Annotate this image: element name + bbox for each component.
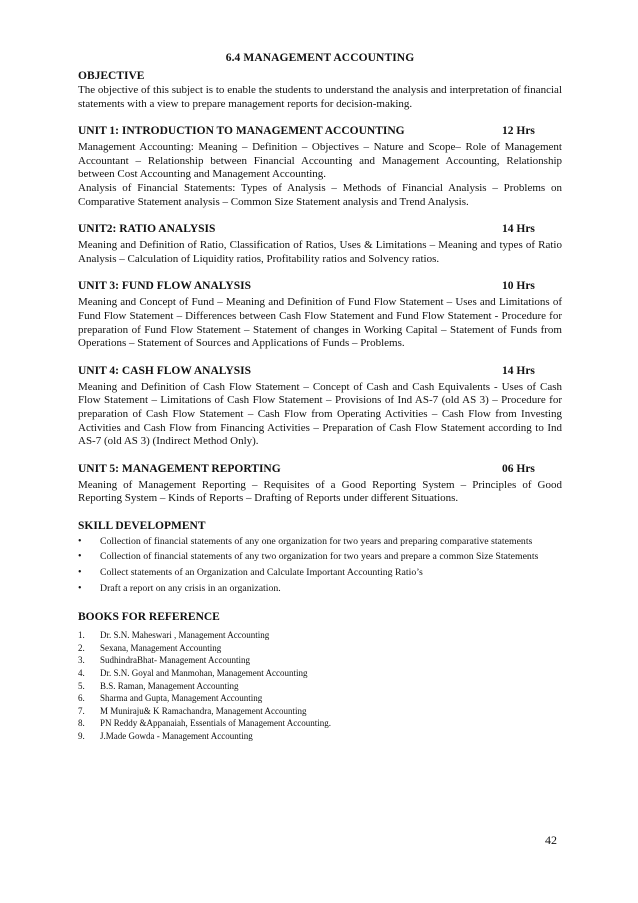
- skill-text: Collection of financial statements of any one organization for two years and preparing comparative statements: [100, 535, 533, 547]
- unit-section: [78, 223, 562, 266]
- book-title: Dr. S.N. Goyal and Manmohan, Management Accounting: [100, 668, 308, 679]
- unit-paragraph: Analysis of Financial Statements: Types of Analysis – Methods of Financial Analysis – Problems on Comparative Statement analysis – Common Size Statement analysis and Trend Analysis.: [78, 181, 562, 208]
- unit-paragraph: Meaning and Concept of Fund – Meaning and Definition of Fund Flow Statement – Uses and Limitations of Fund Flow Statement – Differences between Cash Flow Statement and Fund Flow Statement - Procedure for preparation of Fund Flow Statement – Statement of changes in Working Capital – Statement of Funds from Operations – Statement of Sources and Applications of Funds – Problems.: [78, 296, 562, 350]
- objective-section: [78, 70, 562, 111]
- unit-heading: UNIT 1: INTRODUCTION TO MANAGEMENT ACCOUNTING: [78, 125, 405, 138]
- unit-section: [78, 463, 562, 506]
- objective-heading: OBJECTIVE: [78, 70, 145, 82]
- book-title: Sexana, Management Accounting: [100, 642, 222, 653]
- book-number: 4.: [78, 668, 85, 679]
- skill-text: Draft a report on any crisis in an organization.: [100, 582, 281, 594]
- unit-section: [78, 280, 562, 350]
- book-number: 6.: [78, 693, 85, 704]
- book-item: [78, 680, 562, 693]
- bullet-icon: •: [78, 535, 82, 547]
- bullet-icon: •: [78, 567, 82, 579]
- book-title: Sharma and Gupta, Management Accounting: [100, 693, 263, 704]
- book-number: 1.: [78, 630, 85, 641]
- objective-text: The objective of this subject is to enable the students to understand the analysis and interpretation of financial statements with a view to prepare management reports for decision-making.: [78, 84, 562, 110]
- unit-heading: UNIT2: RATIO ANALYSIS: [78, 223, 216, 236]
- bullet-icon: •: [78, 582, 82, 594]
- unit-paragraph: Meaning and Definition of Cash Flow Statement – Concept of Cash and Cash Equivalents - Uses of Cash Flow Statement – Limitations of Cash Flow Statement – Provisions of Ind AS-7 (old AS 3) – Procedure for preparation of Cash Flow Statement – Cash Flow from Operating Activities – Cash Flow from Investing Activities and Cash Flow from Financing Activities – Preparation of Cash Flow Statement according to Ind AS-7 (old AS 3) (Indirect Method Only).: [78, 380, 562, 448]
- book-item: [78, 629, 562, 642]
- skill-list: [78, 536, 562, 595]
- book-title: M Muniraju& K Ramachandra, Management Accounting: [100, 705, 307, 716]
- book-number: 8.: [78, 718, 85, 729]
- book-item: [78, 717, 562, 730]
- unit-paragraph: Meaning of Management Reporting – Requisites of a Good Reporting System – Principles of Good Reporting System – Kinds of Reports – Drafting of Reports under different Situations.: [78, 478, 562, 505]
- unit-heading-row: [78, 280, 562, 292]
- skill-text: Collect statements of an Organization and Calculate Important Accounting Ratio’s: [100, 567, 423, 579]
- skill-text: Collection of financial statements of any two organization for two years and prepare a common Size Statements: [100, 551, 539, 563]
- unit-paragraph: Meaning and Definition of Ratio, Classification of Ratios, Uses & Limitations – Meaning and types of Ratio Analysis – Calculation of Liquidity ratios, Profitability ratios and Solvency ratios.: [78, 239, 562, 265]
- book-number: 7.: [78, 705, 85, 716]
- document-page: [78, 52, 562, 743]
- unit-heading: UNIT 4: CASH FLOW ANALYSIS: [78, 364, 251, 377]
- skill-item: [78, 567, 562, 580]
- book-number: 3.: [78, 655, 85, 666]
- book-title: PN Reddy &Appanaiah, Essentials of Management Accounting.: [100, 718, 331, 729]
- unit-hours: 14 Hrs: [502, 364, 535, 377]
- unit-hours: 14 Hrs: [502, 223, 535, 236]
- book-title: SudhindraBhat- Management Accounting: [100, 655, 250, 666]
- bullet-icon: •: [78, 551, 82, 563]
- unit-hours: 12 Hrs: [502, 125, 535, 138]
- unit-hours: 06 Hrs: [502, 462, 535, 475]
- book-number: 2.: [78, 642, 85, 653]
- book-item: [78, 667, 562, 680]
- page-number: 42: [545, 833, 557, 847]
- unit-heading-row: [78, 365, 562, 377]
- book-title: Dr. S.N. Maheswari , Management Accounting: [100, 630, 270, 641]
- page-title: 6.4 MANAGEMENT ACCOUNTING: [225, 52, 415, 64]
- unit-section: [78, 125, 562, 209]
- book-item: [78, 730, 562, 743]
- unit-heading: UNIT 5: MANAGEMENT REPORTING: [78, 462, 281, 475]
- skill-item: [78, 551, 562, 564]
- skill-development-section: [78, 520, 562, 595]
- units-container: [78, 125, 562, 506]
- books-section: [78, 611, 562, 742]
- unit-section: [78, 365, 562, 449]
- books-heading: BOOKS FOR REFERENCE: [78, 611, 220, 624]
- unit-heading-row: [78, 463, 562, 475]
- skill-development-heading: SKILL DEVELOPMENT: [78, 519, 206, 532]
- book-number: 5.: [78, 680, 85, 691]
- books-list: [78, 629, 562, 742]
- book-item: [78, 692, 562, 705]
- book-item: [78, 654, 562, 667]
- book-title: J.Made Gowda - Management Accounting: [100, 731, 253, 741]
- skill-item: [78, 536, 562, 549]
- unit-hours: 10 Hrs: [502, 280, 535, 293]
- unit-paragraph: Management Accounting: Meaning – Definition – Objectives – Nature and Scope– Role of Management Accountant – Relationship between Financial Accounting and Management Accounting, Relationship between Cost Accounting and Management Accounting.: [78, 141, 562, 181]
- unit-heading-row: [78, 223, 562, 235]
- unit-heading-row: [78, 125, 562, 137]
- skill-item: [78, 583, 562, 596]
- book-item: [78, 705, 562, 718]
- book-title: B.S. Raman, Management Accounting: [100, 680, 239, 691]
- book-item: [78, 642, 562, 655]
- unit-heading: UNIT 3: FUND FLOW ANALYSIS: [78, 280, 251, 293]
- book-number: 9.: [78, 731, 85, 741]
